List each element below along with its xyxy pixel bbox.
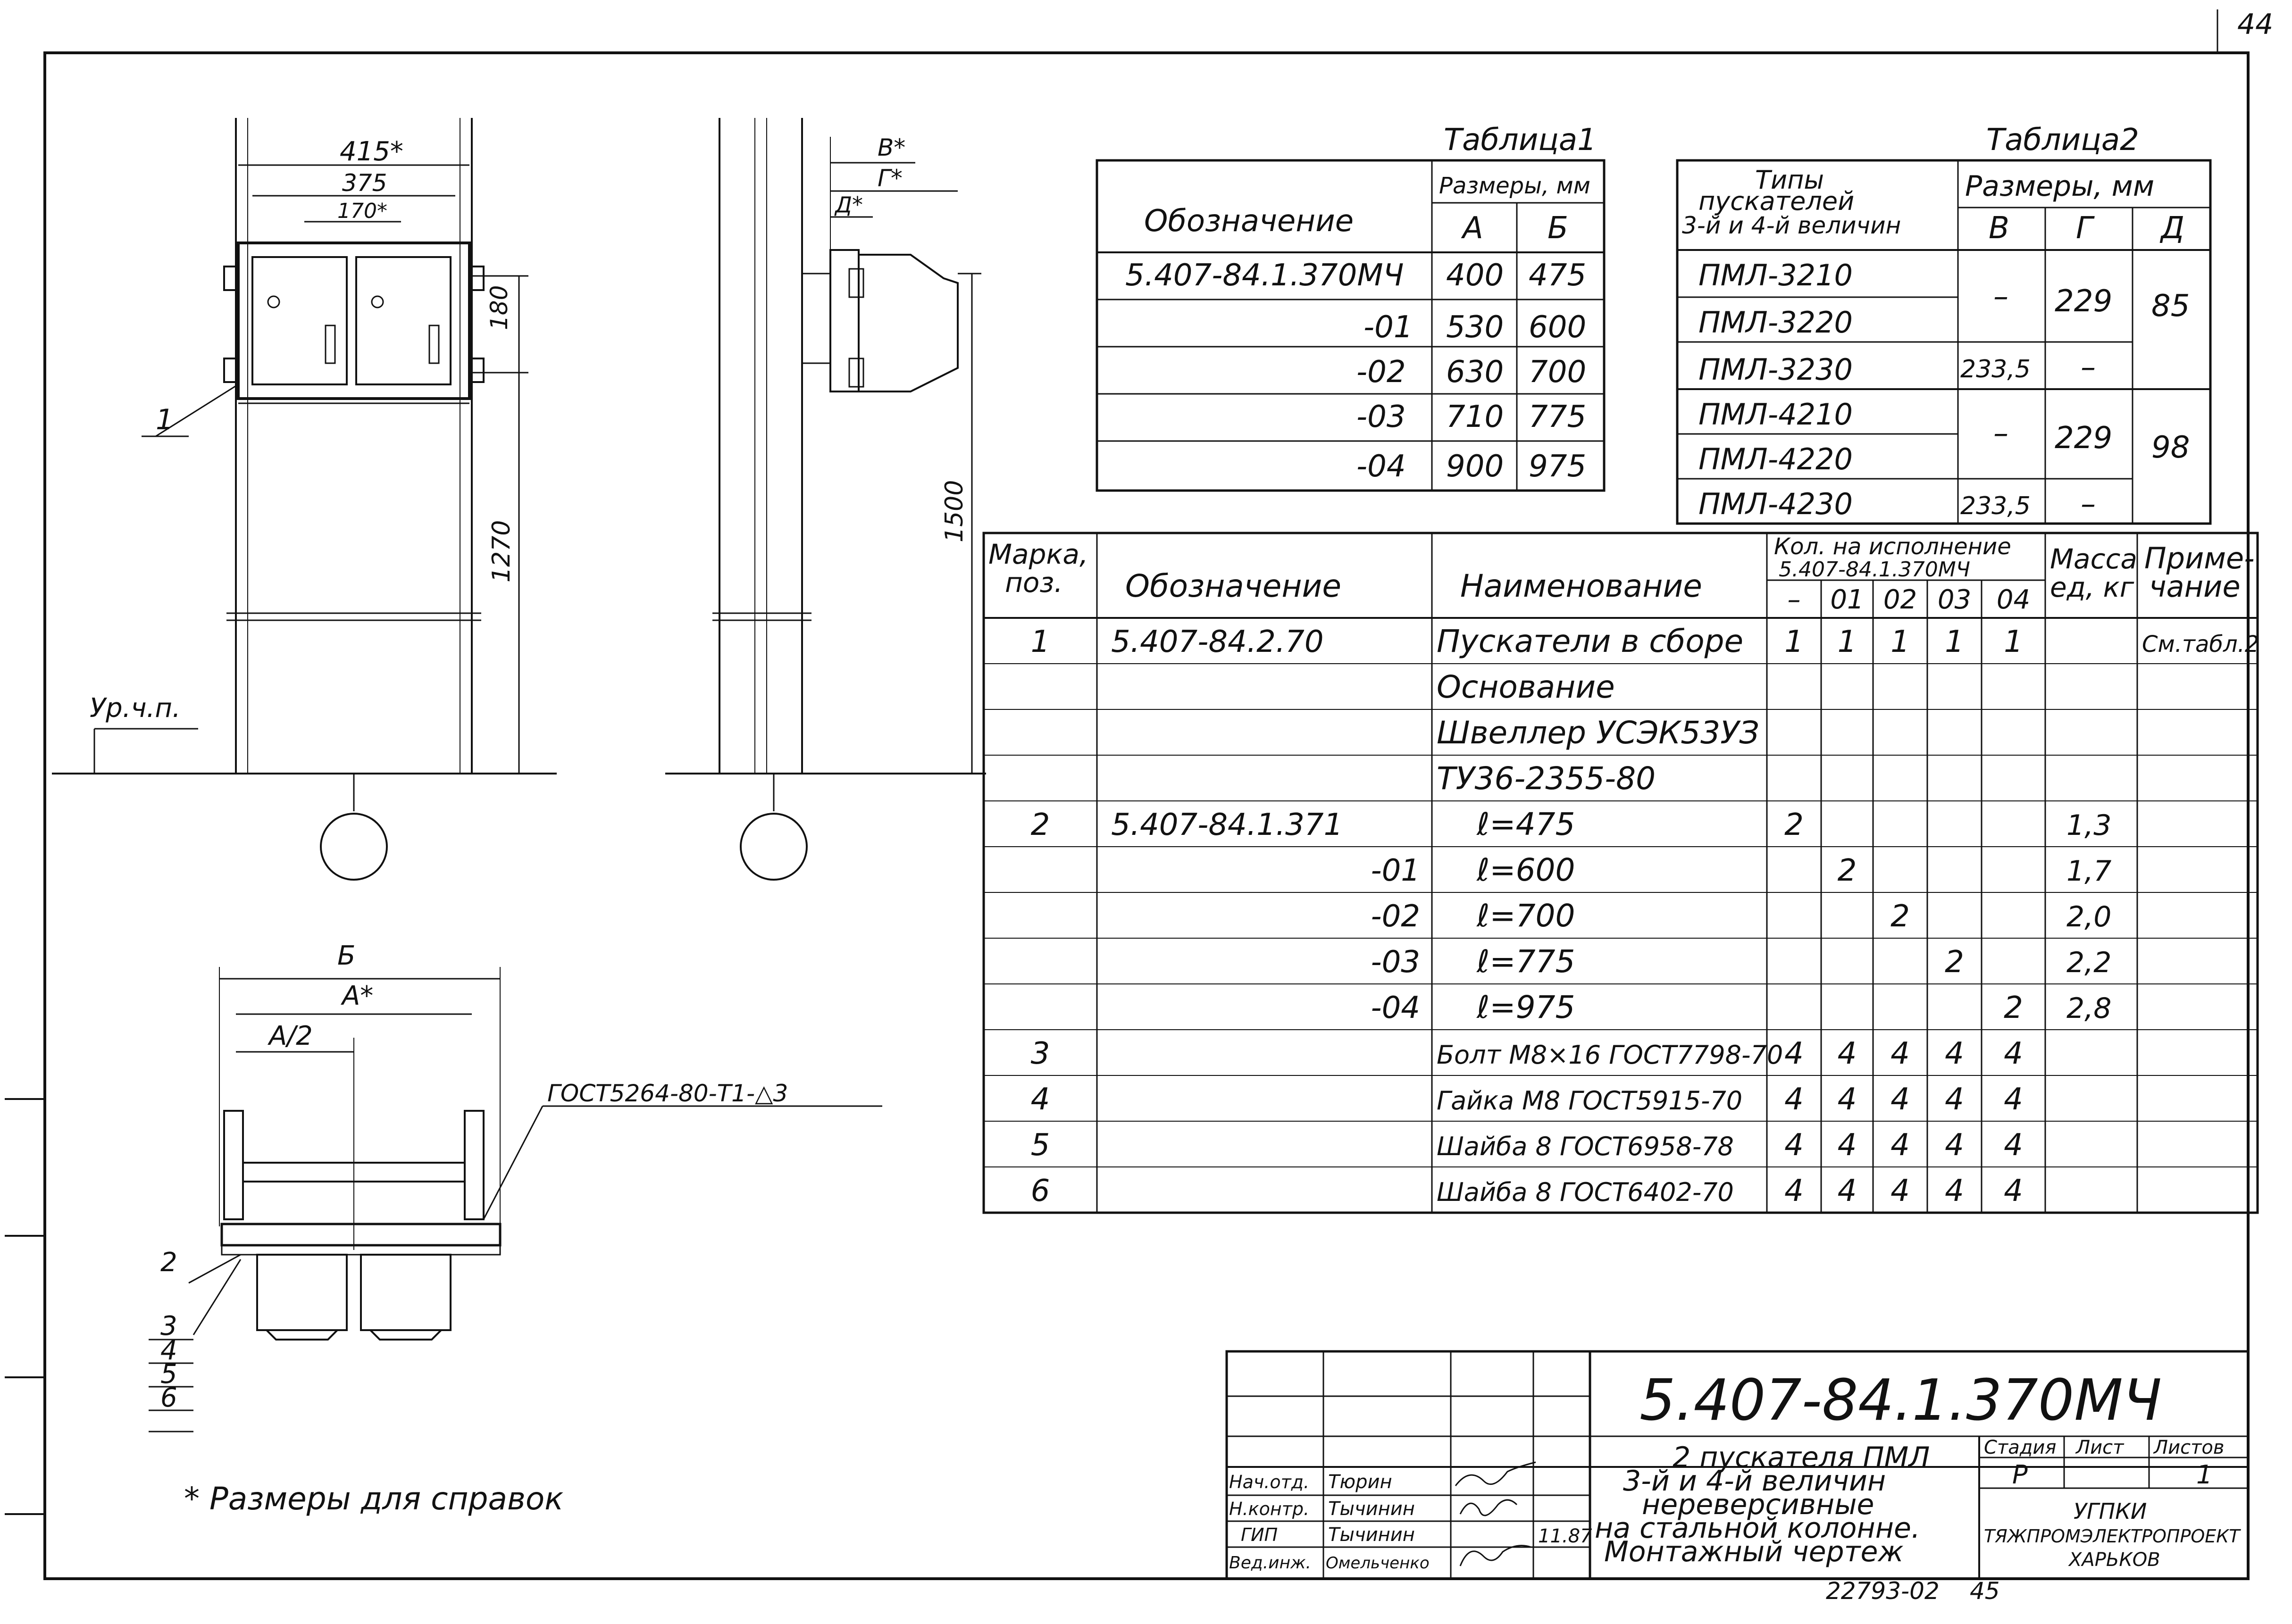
spec-row-name: ℓ=600 — [1477, 852, 1575, 888]
spec-row-qty: 4 — [1890, 1082, 1910, 1117]
archive-number: 22793-02 — [1826, 1577, 1940, 1605]
spec-row-qty: 4 — [1945, 1128, 1964, 1163]
spec-row-qty: 1 — [1945, 625, 1964, 659]
spec-head-note: Приме- — [2144, 541, 2255, 575]
table-2-cell: – — [1993, 279, 2008, 314]
table-2-head-g: Г — [2076, 211, 2093, 246]
corner-page-number: 44 — [2237, 8, 2274, 41]
title-line: 3-й и 4-й величин — [1623, 1465, 1886, 1498]
spec-row-name: Болт М8×16 ГОСТ7798-70 — [1437, 1040, 1783, 1070]
staff-name: Омельченко — [1326, 1554, 1430, 1573]
spec-row-qty: 2 — [1837, 853, 1857, 888]
spec-row-qty: 2 — [2004, 991, 2023, 1025]
spec-row-mass: 2,0 — [2066, 900, 2112, 933]
spec-row-name: Швеллер УСЭК53УЗ — [1437, 715, 1759, 751]
position-4-label: 4 — [160, 1335, 177, 1366]
position-3-label: 3 — [160, 1311, 177, 1341]
spec-head-mass: ед, кг — [2050, 571, 2134, 603]
spec-row-mark: 1 — [1030, 625, 1050, 659]
table-2-head-types: пускателей — [1698, 186, 1855, 216]
spec-head-name: Наименование — [1460, 568, 1702, 604]
spec-row-qty: 1 — [1890, 625, 1910, 659]
spec-row-name: ℓ=475 — [1477, 806, 1575, 842]
spec-row-qty: 4 — [2004, 1082, 2023, 1117]
spec-row-designation: -04 — [1371, 991, 1420, 1025]
table-2-cell: 229 — [2055, 284, 2113, 319]
table-2-head-types: Типы — [1755, 165, 1824, 195]
spec-head-qty-col: 04 — [1996, 584, 2031, 615]
table-2-head-types: 3-й и 4-й величин — [1682, 212, 1901, 239]
staff-name: Тюрин — [1328, 1471, 1392, 1493]
spec-row-name: Пускатели в сборе — [1437, 623, 1744, 659]
dim-v: В* — [878, 134, 906, 161]
spec-row-name: Гайка М8 ГОСТ5915-70 — [1437, 1086, 1743, 1116]
title-line: нереверсивные — [1642, 1488, 1874, 1521]
position-2-label: 2 — [160, 1247, 177, 1278]
spec-row-mark: 4 — [1030, 1082, 1050, 1117]
spec-row-qty: 1 — [1784, 625, 1804, 659]
floor-level-label: Ур.ч.п. — [90, 693, 181, 724]
table-2-head-sizes: Размеры, мм — [1965, 170, 2155, 203]
dim-a-half: А/2 — [269, 1021, 313, 1051]
spec-row-name: Шайба 8 ГОСТ6958-78 — [1437, 1132, 1734, 1161]
staff-name: Тычинин — [1328, 1524, 1415, 1546]
table-2-type: ПМЛ-3230 — [1698, 352, 1853, 387]
spec-row-designation: -02 — [1371, 899, 1420, 934]
title-line: 2 пускателя ПМЛ — [1673, 1441, 1930, 1474]
side-view-drawing — [665, 118, 986, 880]
table-1-row-b: 700 — [1529, 355, 1587, 390]
position-5-label: 5 — [160, 1359, 177, 1390]
spec-row-name: ℓ=775 — [1477, 943, 1575, 980]
dim-d: Д* — [835, 192, 863, 217]
table-2-type: ПМЛ-3220 — [1698, 305, 1853, 340]
dim-1500: 1500 — [940, 480, 969, 542]
spec-head-designation: Обозначение — [1125, 568, 1341, 604]
spec-row-qty: 4 — [2004, 1128, 2023, 1163]
dim-375: 375 — [342, 169, 387, 197]
spec-head-mass: Масса — [2050, 543, 2137, 575]
org-line: УГПКИ — [2074, 1499, 2147, 1524]
table-2-cell: 233,5 — [1960, 492, 2031, 520]
spec-head-mark: поз. — [1005, 566, 1063, 599]
footer-page-number: 45 — [1970, 1577, 2000, 1605]
spec-row-qty: 4 — [1890, 1174, 1910, 1208]
table-1-head-b: Б — [1548, 211, 1568, 246]
spec-row-mark: 6 — [1030, 1174, 1050, 1208]
spec-row-qty: 4 — [1945, 1036, 1964, 1071]
table-1-row-designation: -04 — [1356, 449, 1406, 484]
table-1-title: Таблица1 — [1444, 123, 1597, 158]
spec-row-qty: 4 — [2004, 1036, 2023, 1071]
table-2-cell: 85 — [2151, 289, 2190, 324]
spec-row-mark: 2 — [1030, 808, 1050, 842]
table-2-cell: 98 — [2151, 430, 2190, 465]
table-2-type: ПМЛ-4220 — [1698, 442, 1853, 476]
sheets-label: Листов — [2154, 1437, 2225, 1458]
table-2-head-d: Д — [2161, 211, 2184, 246]
spec-row-designation: -03 — [1371, 945, 1420, 980]
spec-head-qty-col: 01 — [1830, 584, 1864, 615]
position-6-label: 6 — [160, 1382, 177, 1413]
staff-role: Н.контр. — [1229, 1499, 1310, 1519]
spec-head-qty-col: – — [1787, 584, 1801, 615]
table-2-head-v: В — [1989, 211, 2009, 246]
spec-head-note: чание — [2149, 569, 2241, 604]
table-1-row-a: 710 — [1446, 400, 1504, 434]
stage-label: Стадия — [1984, 1437, 2057, 1458]
spec-row-name: Шайба 8 ГОСТ6402-70 — [1437, 1177, 1734, 1207]
spec-row-qty: 4 — [1945, 1082, 1964, 1117]
table-1-row-a: 530 — [1446, 310, 1504, 345]
sheets-total: 1 — [2196, 1460, 2213, 1490]
org-line: ТЯЖПРОМЭЛЕКТРОПРОЕКТ — [1984, 1526, 2240, 1547]
table-2-type: ПМЛ-4230 — [1698, 487, 1853, 521]
dim-1270: 1270 — [487, 520, 516, 583]
staff-role: Нач.отд. — [1229, 1472, 1310, 1492]
document-code: 5.407-84.1.370МЧ — [1640, 1368, 2162, 1433]
spec-row-mass: 1,7 — [2066, 855, 2112, 888]
plan-view-drawing — [149, 967, 882, 1432]
dim-415: 415* — [340, 136, 403, 167]
spec-row-qty: 4 — [1945, 1174, 1964, 1208]
spec-row-name: Основание — [1437, 669, 1615, 705]
spec-row-qty: 4 — [1837, 1082, 1857, 1117]
spec-row-qty: 4 — [1837, 1128, 1857, 1163]
spec-head-qty-col: 03 — [1937, 584, 1972, 615]
spec-row-qty: 1 — [1837, 625, 1857, 659]
table-2-title: Таблица2 — [1986, 123, 2139, 158]
table-1-head-designation: Обозначение — [1144, 204, 1354, 239]
spec-head-qty-col: 02 — [1883, 584, 1917, 615]
spec-row-name: ℓ=700 — [1477, 898, 1575, 934]
approval-date: 11.87 — [1538, 1525, 1592, 1547]
table-2-type: ПМЛ-3210 — [1698, 258, 1853, 292]
spec-row-qty: 4 — [1784, 1036, 1804, 1071]
table-1-row-b: 600 — [1529, 310, 1587, 345]
spec-row-qty: 4 — [1837, 1036, 1857, 1071]
stage-value: Р — [2012, 1460, 2028, 1490]
spec-row-qty: 2 — [1945, 945, 1964, 980]
spec-row-mass: 2,8 — [2066, 992, 2112, 1025]
spec-row-qty: 4 — [1890, 1036, 1910, 1071]
table-2-type: ПМЛ-4210 — [1698, 397, 1853, 432]
table-1-row-a: 630 — [1446, 355, 1504, 390]
spec-row-qty: 4 — [1890, 1128, 1910, 1163]
spec-row-qty: 4 — [1784, 1174, 1804, 1208]
sheet-label: Лист — [2076, 1437, 2124, 1458]
table-1-head-sizes: Размеры, мм — [1439, 173, 1590, 199]
table-2-cell: 233,5 — [1960, 355, 2031, 383]
staff-role: ГИП — [1241, 1524, 1278, 1545]
table-1-row-designation: -03 — [1356, 400, 1406, 434]
table-1-row-b: 475 — [1529, 258, 1587, 293]
table-2-cell: – — [1993, 416, 2008, 451]
spec-row-designation: -01 — [1371, 853, 1420, 888]
table-1-row-a: 400 — [1446, 258, 1504, 293]
staff-role: Вед.инж. — [1229, 1553, 1311, 1573]
position-1-label: 1 — [156, 403, 174, 436]
staff-name: Тычинин — [1328, 1498, 1415, 1520]
title-line: на стальной колонне. — [1595, 1512, 1920, 1545]
table-1-row-designation: 5.407-84.1.370МЧ — [1125, 258, 1404, 293]
spec-row-designation: 5.407-84.2.70 — [1111, 625, 1324, 659]
title-line: Монтажный чертеж — [1604, 1535, 1904, 1568]
table-1-row-b: 975 — [1529, 449, 1587, 484]
table-2-cell: – — [2081, 350, 2096, 385]
spec-row-name: ℓ=975 — [1477, 989, 1575, 1025]
spec-row-mass: 2,2 — [2066, 946, 2112, 979]
spec-row-qty: 4 — [2004, 1174, 2023, 1208]
spec-row-qty: 2 — [1890, 899, 1910, 934]
org-line: ХАРЬКОВ — [2069, 1549, 2160, 1571]
dim-b: Б — [337, 941, 356, 971]
spec-row-mark: 3 — [1030, 1036, 1050, 1071]
spec-head-mark: Марка, — [988, 538, 1088, 570]
dim-g: Г* — [878, 165, 903, 192]
dim-180: 180 — [485, 285, 513, 330]
spec-row-mass: 1,3 — [2066, 809, 2112, 842]
table-1-head-a: А — [1463, 211, 1483, 246]
spec-row-mark: 5 — [1030, 1128, 1050, 1163]
spec-row-qty: 4 — [1784, 1128, 1804, 1163]
spec-row-qty: 1 — [2004, 625, 2023, 659]
table-1-row-a: 900 — [1446, 449, 1504, 484]
front-view-drawing — [52, 118, 557, 880]
spec-head-qty: 5.407-84.1.370МЧ — [1779, 558, 1970, 582]
table-2-cell: – — [2081, 487, 2096, 522]
spec-row-qty: 2 — [1784, 808, 1804, 842]
spec-head-qty: Кол. на исполнение — [1774, 533, 2011, 560]
spec-row-qty: 4 — [1837, 1174, 1857, 1208]
dim-a: А* — [342, 981, 374, 1011]
table-2-cell: 229 — [2055, 421, 2113, 456]
table-1-row-designation: -01 — [1363, 310, 1413, 345]
table-1-row-b: 775 — [1529, 400, 1587, 434]
spec-row-qty: 4 — [1784, 1082, 1804, 1117]
spec-row-designation: 5.407-84.1.371 — [1111, 808, 1343, 842]
dim-170: 170* — [337, 199, 387, 223]
spec-row-name: ТУ36-2355-80 — [1437, 760, 1656, 797]
spec-row-note: См.табл.2 — [2142, 631, 2259, 658]
reference-note: * Размеры для справок — [184, 1481, 564, 1517]
weld-note: ГОСТ5264-80-Т1-△3 — [547, 1080, 788, 1107]
table-1-row-designation: -02 — [1356, 355, 1406, 390]
signatures — [1456, 1462, 1536, 1566]
